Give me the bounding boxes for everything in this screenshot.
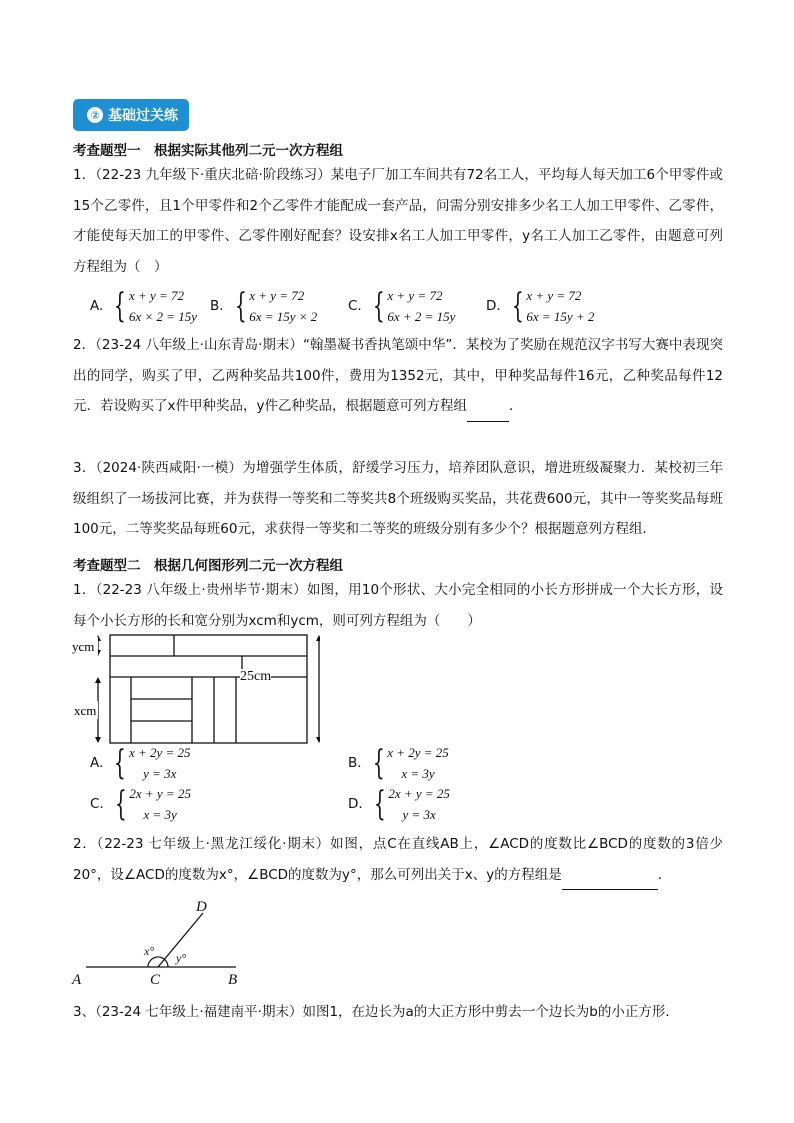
option-c[interactable]: C. { x + y = 72 6x + 2 = 15y (348, 286, 456, 326)
option-d[interactable]: D. { x + y = 72 6x = 15y + 2 (486, 286, 595, 326)
equation-1: x + y = 72 (526, 288, 582, 303)
equation-2: y = 3x (143, 766, 177, 781)
equation-1: x + 2y = 25 (387, 745, 449, 760)
option-c[interactable]: C. { 2x + y = 25 x = 3y (90, 784, 191, 824)
option-b[interactable]: B. { x + y = 72 6x = 15y × 2 (210, 286, 318, 326)
option-label: D. (486, 298, 501, 314)
equation-2: 6x + 2 = 15y (387, 309, 456, 324)
label-ycm: ycm (72, 639, 95, 654)
type2-q2-text: 2．（22-23 七年级上·黑龙江绥化·期末）如图，点C在直线AB上，∠ACD的度数比∠BCD的度数的3倍少20°，设∠ACD的度数为x°，∠BCD的度数为y°，那么可列出关于x、y的方程组是 (73, 836, 723, 883)
point-a: A (72, 972, 82, 988)
equation-1: x + 2y = 25 (128, 745, 191, 760)
option-a[interactable]: A. { x + 2y = 25 y = 3x (90, 743, 191, 783)
equation-2: x = 3y (401, 766, 435, 781)
point-b: B (228, 972, 238, 988)
label-25cm: 25cm (240, 669, 272, 684)
type1-q1-options (90, 284, 650, 328)
period: ． (508, 398, 523, 414)
option-label: C. (90, 796, 104, 812)
point-c: C (150, 972, 161, 988)
answer-blank[interactable] (467, 421, 509, 422)
type1-q1-text: 1．（22-23 九年级下·重庆北碚·阶段练习）某电子厂加工车间共有72名工人，平均每人每天加工6个甲零件或15个乙零件，且1个甲零件和2个乙零件才能配成一套产品，问需分别安排多少名工人加工甲零件、乙零件，才能使每天加工的甲零件、乙零件刚好配套？设安排x名工人加工甲零件，y名工人加工乙零件，由题意可列方程组为（ ） (73, 167, 723, 275)
equation-1: x + y = 72 (387, 288, 443, 303)
equation-1: x + y = 72 (128, 288, 185, 303)
equation-1: 2x + y = 25 (388, 786, 450, 801)
period: ． (657, 866, 672, 883)
option-label: A. (90, 298, 104, 314)
option-label: A. (90, 755, 104, 771)
option-label: B. (348, 755, 362, 771)
point-d: D (196, 899, 207, 915)
equation-2: x = 3y (143, 807, 177, 822)
option-a[interactable]: A. { x + y = 72 6x × 2 = 15y (90, 286, 198, 326)
type1-q2 (73, 330, 723, 422)
rectangles-figure (70, 633, 320, 748)
angle-x: x° (144, 944, 155, 958)
type2-q1-text: 1．（22-23 八年级上·贵州毕节·期末）如图，用10个形状、大小完全相同的小长方形拼成一个大长方形，设每个小长方形的长和宽分别为xcm和ycm，则可列方程组为（ ） (73, 582, 723, 629)
equation-2: y = 3x (402, 807, 436, 822)
option-b[interactable]: B. { x + 2y = 25 x = 3y (348, 743, 449, 783)
angle-y: y° (176, 951, 187, 965)
outer-rectangle (110, 635, 307, 743)
type1-q3-text: 3．（2024·陕西咸阳·一模）为增强学生体质，舒缓学习压力，培养团队意识，增进班级凝聚力．某校初三年级组织了一场拔河比赛，并为获得一等奖和二等奖共8个班级购买奖品，共花费600元，其中一等奖奖品每班100元，二等奖奖品每班60元，求获得一等奖和二等奖的班级分别有多少个？根据题意列方程组． (73, 460, 723, 537)
equation-2: 6x = 15y × 2 (249, 309, 318, 324)
equation-2: 6x = 15y + 2 (526, 309, 595, 324)
option-label: B. (210, 298, 224, 314)
type2-q3-text: 3、（23-24 七年级上·福建南平·期末）如图1，在边长为a的大正方形中剪去一个边长为b的小正方形． (73, 1004, 679, 1020)
option-label: D. (348, 796, 363, 812)
section-number: ② (87, 107, 103, 123)
type1-heading: 考查题型一 根据实际其他列二元一次方程组 (73, 143, 343, 159)
equation-1: 2x + y = 25 (129, 786, 191, 801)
type2-q2 (73, 829, 723, 890)
equation-2: 6x × 2 = 15y (128, 309, 198, 324)
answer-blank[interactable] (562, 889, 658, 890)
section-badge (73, 99, 189, 131)
angle-figure (68, 895, 248, 990)
option-d[interactable]: D. { 2x + y = 25 y = 3x (348, 784, 450, 824)
label-xcm: xcm (74, 703, 97, 718)
option-label: C. (348, 298, 362, 314)
type1-q2-text: 2．（23-24 八年级上·山东青岛·期末）“翰墨凝书香执笔颂中华”．某校为了奖励在规范汉字书写大赛中表现突出的同学，购买了甲，乙两种奖品共100件，费用为1352元，其中，甲种奖品每件16元，乙种奖品每件12元．若设购买了x件甲种奖品，y件乙种奖品，根据题意可列方程组 (73, 337, 723, 414)
equation-1: x + y = 72 (249, 288, 305, 303)
type2-heading: 考查题型二 根据几何图形列二元一次方程组 (73, 558, 343, 574)
section-label: 基础过关练 (108, 108, 178, 124)
